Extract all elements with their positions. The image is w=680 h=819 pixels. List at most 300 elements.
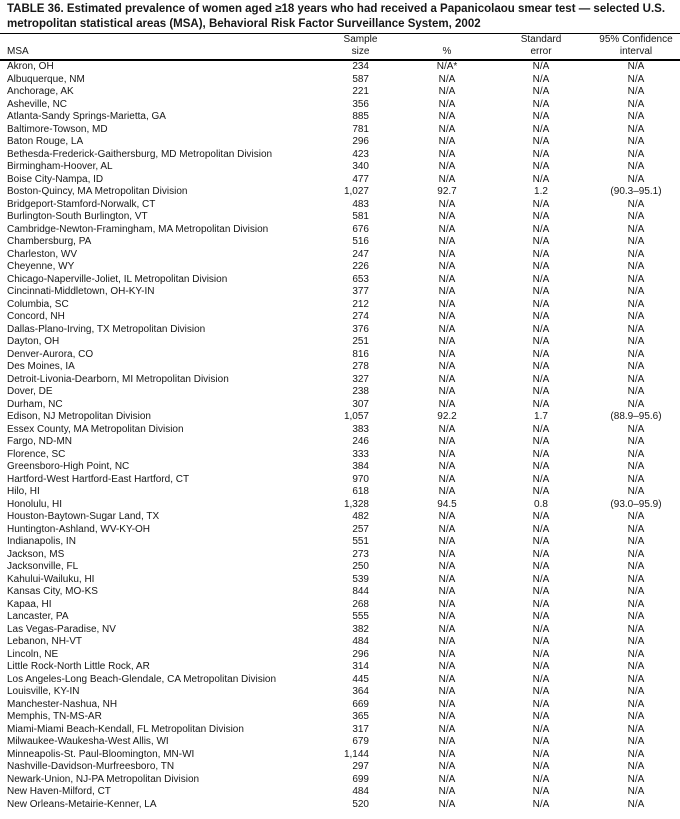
percent-cell: N/A [438, 786, 456, 797]
msa-cell: Memphis, TN-MS-AR [7, 711, 102, 722]
header-se-line1: Standard [520, 34, 562, 45]
standard-error-cell: N/A [532, 423, 550, 435]
table-row [0, 474, 680, 487]
msa-cell: Denver-Aurora, CO [7, 348, 94, 360]
confidence-interval-cell: N/A [627, 723, 645, 735]
msa-cell: Hilo, HI [7, 486, 40, 497]
percent-cell: N/A [438, 486, 456, 497]
table-row [0, 524, 680, 537]
msa-cell: Anchorage, AK [7, 86, 74, 97]
header-se-line2: error [494, 46, 588, 60]
msa-cell: Bridgeport-Stamford-Norwalk, CT [7, 198, 156, 210]
percent-cell: N/A [438, 623, 456, 635]
sample-size-cell: 484 [352, 636, 369, 647]
confidence-interval-cell: N/A [627, 473, 645, 485]
table-row [0, 374, 680, 387]
sample-size-cell: 314 [352, 661, 369, 672]
confidence-interval-cell: N/A [627, 236, 645, 247]
msa-cell: Huntington-Ashland, WV-KY-OH [7, 523, 151, 535]
header-sample-line2: size [285, 46, 400, 60]
sample-size-cell: 327 [352, 373, 369, 385]
percent-cell: N/A [438, 223, 456, 235]
sample-size-cell: 376 [352, 323, 369, 335]
table-row [0, 649, 680, 662]
header-pct: % [400, 46, 494, 60]
standard-error-cell: N/A [532, 786, 550, 797]
standard-error-cell: N/A [532, 386, 550, 397]
sample-size-cell: 377 [352, 286, 369, 297]
percent-cell: N/A [438, 386, 456, 397]
msa-cell: Louisville, KY-IN [7, 686, 80, 697]
standard-error-cell: N/A [532, 311, 550, 322]
standard-error-cell: N/A [532, 698, 550, 710]
msa-cell: Indianapolis, IN [7, 536, 76, 547]
msa-cell: Cincinnati-Middletown, OH-KY-IN [7, 286, 155, 297]
percent-cell: N/A [438, 661, 456, 672]
confidence-interval-cell: N/A [627, 448, 645, 460]
sample-size-cell: 516 [352, 236, 369, 247]
percent-cell: N/A [438, 461, 456, 472]
confidence-interval-cell: N/A [627, 573, 645, 585]
percent-cell: N/A [438, 236, 456, 247]
sample-size-cell: 551 [352, 536, 369, 547]
msa-cell: Florence, SC [7, 448, 66, 460]
table-row [0, 711, 680, 724]
msa-cell: Boston-Quincy, MA Metropolitan Division [7, 186, 188, 197]
confidence-interval-cell: N/A [627, 623, 645, 635]
standard-error-cell: N/A [532, 548, 550, 560]
percent-cell: N/A [438, 348, 456, 360]
sample-size-cell: 1,328 [343, 498, 369, 510]
sample-size-cell: 356 [352, 98, 369, 110]
standard-error-cell: N/A [532, 161, 550, 172]
table-row [0, 699, 680, 712]
sample-size-cell: 296 [352, 648, 369, 660]
confidence-interval-cell: N/A [627, 361, 645, 372]
table-row [0, 274, 680, 287]
confidence-interval-cell: N/A [627, 786, 645, 797]
standard-error-cell: N/A [532, 636, 550, 647]
msa-cell: Edison, NJ Metropolitan Division [7, 411, 151, 422]
sample-size-cell: 482 [352, 511, 369, 522]
standard-error-cell: N/A [532, 611, 550, 622]
confidence-interval-cell: N/A [627, 61, 645, 72]
standard-error-cell: 1.7 [534, 411, 548, 422]
table-row [0, 724, 680, 737]
table-row [0, 99, 680, 112]
confidence-interval-cell: N/A [627, 173, 645, 185]
msa-cell: Baltimore-Towson, MD [7, 123, 108, 135]
table-row [0, 236, 680, 249]
table-row [0, 149, 680, 162]
sample-size-cell: 274 [352, 311, 369, 322]
table-row [0, 174, 680, 187]
msa-cell: Jackson, MS [7, 548, 65, 560]
percent-cell: N/A [438, 286, 456, 297]
percent-cell: N/A [438, 423, 456, 435]
sample-size-cell: 1,144 [343, 748, 369, 760]
confidence-interval-cell: N/A [627, 711, 645, 722]
percent-cell: N/A [438, 648, 456, 660]
table-row [0, 311, 680, 324]
percent-cell: N/A [438, 773, 456, 785]
confidence-interval-cell: (88.9–95.6) [610, 411, 662, 422]
standard-error-cell: N/A [532, 336, 550, 347]
confidence-interval-cell: N/A [627, 136, 645, 147]
confidence-interval-cell: N/A [627, 698, 645, 710]
table-row [0, 86, 680, 99]
confidence-interval-cell: N/A [627, 86, 645, 97]
msa-cell: Hartford-West Hartford-East Hartford, CT [7, 473, 190, 485]
percent-cell: N/A [438, 548, 456, 560]
sample-size-cell: 296 [352, 136, 369, 147]
sample-size-cell: 1,057 [343, 411, 369, 422]
confidence-interval-cell: N/A [627, 686, 645, 697]
table-row [0, 774, 680, 787]
table-row [0, 449, 680, 462]
standard-error-cell: N/A [532, 298, 550, 310]
percent-cell: N/A [438, 723, 456, 735]
sample-size-cell: 1,027 [343, 186, 369, 197]
table-row [0, 686, 680, 699]
msa-cell: Albuquerque, NM [7, 73, 85, 85]
sample-size-cell: 340 [352, 161, 369, 172]
table-row [0, 461, 680, 474]
sample-size-cell: 364 [352, 686, 369, 697]
percent-cell: N/A [438, 736, 456, 747]
percent-cell: N/A [438, 73, 456, 85]
table-row [0, 74, 680, 87]
standard-error-cell: N/A [532, 348, 550, 360]
table-row [0, 636, 680, 649]
table-row [0, 424, 680, 437]
table-row [0, 136, 680, 149]
confidence-interval-cell: N/A [627, 311, 645, 322]
percent-cell: N/A [438, 511, 456, 522]
msa-cell: Concord, NH [7, 311, 65, 322]
table-row [0, 199, 680, 212]
percent-cell: N/A [438, 298, 456, 310]
sample-size-cell: 257 [352, 523, 369, 535]
sample-size-cell: 679 [352, 736, 369, 747]
standard-error-cell: N/A [532, 448, 550, 460]
sample-size-cell: 676 [352, 223, 369, 235]
percent-cell: N/A [438, 536, 456, 547]
standard-error-cell: N/A [532, 648, 550, 660]
msa-cell: Newark-Union, NJ-PA Metropolitan Division [7, 773, 200, 785]
percent-cell: N/A [438, 273, 456, 285]
confidence-interval-cell: N/A [627, 111, 645, 122]
standard-error-cell: N/A [532, 773, 550, 785]
msa-cell: Miami-Miami Beach-Kendall, FL Metropolitan Division [7, 723, 244, 735]
msa-cell: Chambersburg, PA [7, 236, 92, 247]
table-row [0, 586, 680, 599]
sample-size-cell: 365 [352, 711, 369, 722]
standard-error-cell: N/A [532, 586, 550, 597]
sample-size-cell: 383 [352, 423, 369, 435]
msa-cell: Lancaster, PA [7, 611, 69, 622]
msa-cell: Lebanon, NH-VT [7, 636, 83, 647]
msa-cell: Birmingham-Hoover, AL [7, 161, 113, 172]
sample-size-cell: 581 [352, 211, 369, 222]
percent-cell: N/A [438, 361, 456, 372]
msa-cell: Milwaukee-Waukesha-West Allis, WI [7, 736, 169, 747]
standard-error-cell: N/A [532, 248, 550, 260]
sample-size-cell: 483 [352, 198, 369, 210]
table-row [0, 324, 680, 337]
standard-error-cell: N/A [532, 86, 550, 97]
header-sample-line1: Sample [343, 34, 378, 45]
table-row [0, 186, 680, 199]
percent-cell: N/A [438, 586, 456, 597]
table-title-line2: metropolitan statistical areas (MSA), Behavioral Risk Factor Surveillance System, 2002 [7, 18, 481, 30]
percent-cell: N/A [438, 711, 456, 722]
confidence-interval-cell: N/A [627, 536, 645, 547]
percent-cell: N/A [438, 323, 456, 335]
confidence-interval-cell: N/A [627, 323, 645, 335]
table-row [0, 336, 680, 349]
confidence-interval-cell: N/A [627, 636, 645, 647]
msa-cell: New Orleans-Metairie-Kenner, LA [7, 798, 157, 810]
table-row [0, 799, 680, 812]
standard-error-cell: N/A [532, 436, 550, 447]
table-row [0, 249, 680, 262]
msa-cell: Dayton, OH [7, 336, 60, 347]
percent-cell: N/A [438, 373, 456, 385]
standard-error-cell: N/A [532, 373, 550, 385]
table-row [0, 399, 680, 412]
percent-cell: N/A [438, 686, 456, 697]
confidence-interval-cell: N/A [627, 248, 645, 260]
confidence-interval-cell: N/A [627, 511, 645, 522]
table-row [0, 749, 680, 762]
standard-error-cell: N/A [532, 686, 550, 697]
standard-error-cell: N/A [532, 361, 550, 372]
standard-error-cell: N/A [532, 61, 550, 72]
msa-cell: Greensboro-High Point, NC [7, 461, 130, 472]
sample-size-cell: 226 [352, 261, 369, 272]
table-row [0, 286, 680, 299]
confidence-interval-cell: (93.0–95.9) [610, 498, 662, 510]
sample-size-cell: 970 [352, 473, 369, 485]
confidence-interval-cell: N/A [627, 348, 645, 360]
msa-cell: Baton Rouge, LA [7, 136, 84, 147]
msa-cell: Bethesda-Frederick-Gaithersburg, MD Metropolitan Division [7, 148, 273, 160]
msa-cell: Los Angeles-Long Beach-Glendale, CA Metropolitan Division [7, 673, 277, 685]
confidence-interval-cell: N/A [627, 673, 645, 685]
standard-error-cell: N/A [532, 486, 550, 497]
table-row [0, 511, 680, 524]
percent-cell: 92.2 [437, 411, 457, 422]
standard-error-cell: N/A [532, 261, 550, 272]
table-row [0, 60, 680, 74]
sample-size-cell: 653 [352, 273, 369, 285]
header-ci-line2: interval [588, 46, 680, 60]
sample-size-cell: 539 [352, 573, 369, 585]
sample-size-cell: 250 [352, 561, 369, 572]
standard-error-cell: 0.8 [534, 498, 548, 510]
table-row [0, 661, 680, 674]
standard-error-cell: N/A [532, 536, 550, 547]
percent-cell: N/A [438, 573, 456, 585]
msa-cell: Little Rock-North Little Rock, AR [7, 661, 150, 672]
percent-cell: N/A [438, 448, 456, 460]
confidence-interval-cell: N/A [627, 373, 645, 385]
sample-size-cell: 445 [352, 673, 369, 685]
confidence-interval-cell: N/A [627, 436, 645, 447]
standard-error-cell: N/A [532, 598, 550, 610]
table-row [0, 436, 680, 449]
percent-cell: N/A [438, 311, 456, 322]
sample-size-cell: 816 [352, 348, 369, 360]
standard-error-cell: N/A [532, 323, 550, 335]
sample-size-cell: 555 [352, 611, 369, 622]
msa-cell: Dallas-Plano-Irving, TX Metropolitan Division [7, 323, 206, 335]
percent-cell: N/A [438, 161, 456, 172]
table-row [0, 349, 680, 362]
sample-size-cell: 844 [352, 586, 369, 597]
sample-size-cell: 251 [352, 336, 369, 347]
table-row [0, 549, 680, 562]
msa-cell: Fargo, ND-MN [7, 436, 73, 447]
msa-cell: Kansas City, MO-KS [7, 586, 98, 597]
sample-size-cell: 278 [352, 361, 369, 372]
confidence-interval-cell: N/A [627, 486, 645, 497]
standard-error-cell: N/A [532, 136, 550, 147]
msa-cell: Asheville, NC [7, 98, 68, 110]
msa-cell: Nashville-Davidson-Murfreesboro, TN [7, 761, 175, 772]
table-row [0, 674, 680, 687]
percent-cell: N/A* [436, 61, 458, 72]
percent-cell: N/A [438, 748, 456, 760]
sample-size-cell: 484 [352, 786, 369, 797]
percent-cell: N/A [438, 211, 456, 222]
confidence-interval-cell: N/A [627, 98, 645, 110]
header-msa-spacer [0, 34, 285, 46]
msa-cell: Essex County, MA Metropolitan Division [7, 423, 184, 435]
percent-cell: N/A [438, 436, 456, 447]
sample-size-cell: 669 [352, 698, 369, 710]
sample-size-cell: 297 [352, 761, 369, 772]
msa-cell: Charleston, WV [7, 248, 78, 260]
standard-error-cell: N/A [532, 661, 550, 672]
table-row [0, 786, 680, 799]
table-row [0, 411, 680, 424]
sample-size-cell: 317 [352, 723, 369, 735]
msa-cell: Las Vegas-Paradise, NV [7, 623, 116, 635]
percent-cell: N/A [438, 761, 456, 772]
table-row [0, 386, 680, 399]
table-row [0, 124, 680, 137]
standard-error-cell: N/A [532, 398, 550, 410]
table-row [0, 599, 680, 612]
standard-error-cell: N/A [532, 523, 550, 535]
standard-error-cell: N/A [532, 286, 550, 297]
confidence-interval-cell: N/A [627, 161, 645, 172]
sample-size-cell: 781 [352, 123, 369, 135]
sample-size-cell: 246 [352, 436, 369, 447]
msa-cell: Columbia, SC [7, 298, 69, 310]
msa-cell: Boise City-Nampa, ID [7, 173, 104, 185]
msa-cell: Detroit-Livonia-Dearborn, MI Metropolitan Division [7, 373, 229, 385]
table-title-line1: TABLE 36. Estimated prevalence of women aged ≥18 years who had received a Papanicolaou smear test — selected U.S. [7, 3, 666, 15]
confidence-interval-cell: N/A [627, 561, 645, 572]
table-title [7, 2, 680, 32]
percent-cell: N/A [438, 98, 456, 110]
standard-error-cell: N/A [532, 736, 550, 747]
table-row [0, 624, 680, 637]
header-pct-spacer [400, 34, 494, 46]
standard-error-cell: 1.2 [534, 186, 548, 197]
table-row [0, 111, 680, 124]
confidence-interval-cell: N/A [627, 261, 645, 272]
table-row [0, 574, 680, 587]
standard-error-cell: N/A [532, 236, 550, 247]
sample-size-cell: 520 [352, 798, 369, 810]
confidence-interval-cell: N/A [627, 336, 645, 347]
percent-cell: N/A [438, 523, 456, 535]
header-row-top [0, 34, 680, 46]
standard-error-cell: N/A [532, 723, 550, 735]
standard-error-cell: N/A [532, 273, 550, 285]
standard-error-cell: N/A [532, 511, 550, 522]
msa-cell: Burlington-South Burlington, VT [7, 211, 148, 222]
table-row [0, 361, 680, 374]
confidence-interval-cell: N/A [627, 523, 645, 535]
confidence-interval-cell: N/A [627, 211, 645, 222]
msa-cell: Honolulu, HI [7, 498, 63, 510]
standard-error-cell: N/A [532, 673, 550, 685]
standard-error-cell: N/A [532, 123, 550, 135]
confidence-interval-cell: N/A [627, 73, 645, 85]
table-row [0, 486, 680, 499]
header-ci-line1: 95% Confidence [599, 34, 673, 45]
table-header [0, 34, 680, 60]
confidence-interval-cell: N/A [627, 223, 645, 235]
percent-cell: N/A [438, 136, 456, 147]
confidence-interval-cell: N/A [627, 148, 645, 160]
sample-size-cell: 307 [352, 398, 369, 410]
confidence-interval-cell: N/A [627, 298, 645, 310]
confidence-interval-cell: N/A [627, 548, 645, 560]
standard-error-cell: N/A [532, 798, 550, 810]
standard-error-cell: N/A [532, 211, 550, 222]
sample-size-cell: 221 [352, 86, 369, 97]
msa-cell: Cambridge-Newton-Framingham, MA Metropolitan Division [7, 223, 269, 235]
sample-size-cell: 268 [352, 598, 369, 610]
sample-size-cell: 273 [352, 548, 369, 560]
sample-size-cell: 234 [352, 61, 369, 72]
confidence-interval-cell: N/A [627, 398, 645, 410]
prevalence-table [0, 34, 680, 811]
sample-size-cell: 333 [352, 448, 369, 460]
standard-error-cell: N/A [532, 148, 550, 160]
table-row [0, 211, 680, 224]
percent-cell: N/A [438, 198, 456, 210]
msa-cell: Minneapolis-St. Paul-Bloomington, MN-WI [7, 748, 195, 760]
table-row [0, 611, 680, 624]
msa-cell: Dover, DE [7, 386, 53, 397]
confidence-interval-cell: N/A [627, 461, 645, 472]
header-row-bottom [0, 46, 680, 60]
sample-size-cell: 699 [352, 773, 369, 785]
percent-cell: N/A [438, 148, 456, 160]
sample-size-cell: 618 [352, 486, 369, 497]
confidence-interval-cell: N/A [627, 386, 645, 397]
confidence-interval-cell: N/A [627, 661, 645, 672]
percent-cell: N/A [438, 86, 456, 97]
confidence-interval-cell: N/A [627, 198, 645, 210]
